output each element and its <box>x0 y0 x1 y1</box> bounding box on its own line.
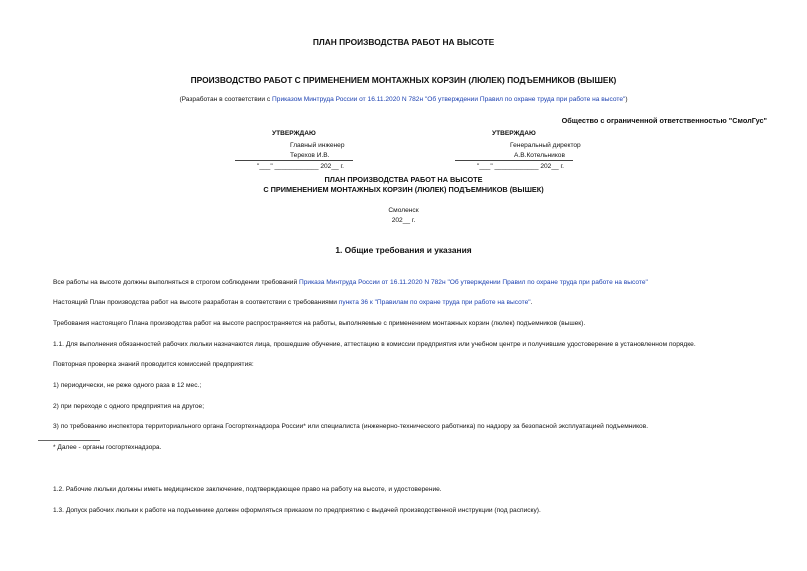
footnote: * Далее - органы госгортехнадзора. <box>53 444 162 451</box>
document-title: ПЛАН ПРОИЗВОДСТВА РАБОТ НА ВЫСОТЕ <box>312 37 495 47</box>
paragraph-1 <box>53 279 648 286</box>
year: 202__ г. <box>391 217 416 224</box>
document-subtitle: ПРОИЗВОДСТВО РАБОТ С ПРИМЕНЕНИЕМ МОНТАЖНЫХ КОРЗИН (ЛЮЛЕК) ПОДЪЕМНИКОВ (ВЫШЕК) <box>190 75 617 85</box>
paragraph-2 <box>53 299 532 306</box>
paragraph-2-text: Настоящий План производства работ на высоте разработан в соответствии с требованиями <box>53 299 339 306</box>
basis-suffix: ) <box>625 96 628 103</box>
paragraph-1-2: 1.2. Рабочие люльки должны иметь медицинское заключение, подтверждающее право на работу на высоте, и удостоверение. <box>53 486 442 493</box>
approval-left-position: Главный инженер <box>290 142 345 149</box>
paragraph-2-suffix: . <box>530 299 533 306</box>
basis-line <box>0 96 807 103</box>
basis-prefix: (Разработан в соответствии с <box>179 96 273 103</box>
list-item-3: 3) по требованию инспектора территориального органа Госгортехнадзора России* или специалиста (инженерно-технического работника) по надзору за безопасной эксплуатацией подъемников. <box>53 423 649 430</box>
list-item-2: 2) при переходе с одного предприятия на другое; <box>53 403 205 410</box>
approval-right-name: А.В.Котельников <box>514 152 565 159</box>
approval-right-date: "___" ____________ 202__ г. <box>477 163 564 170</box>
approval-left-heading: УТВЕРЖДАЮ <box>272 130 316 137</box>
approval-right-heading: УТВЕРЖДАЮ <box>492 130 536 137</box>
paragraph-1-link[interactable]: Приказа Минтруда России от 16.11.2020 N 782н "Об утверждении Правил по охране труда при работе на высоте" <box>299 279 648 286</box>
approval-left-date: "___" ____________ 202__ г. <box>257 163 344 170</box>
approval-right-signature-line <box>455 160 573 161</box>
paragraph-3: Требования настоящего Плана производства работ на высоте распространяется на работы, выполняемые с применением монтажных корзин (люлек) подъемников (вышек). <box>53 320 586 327</box>
section-1-title: 1. Общие требования и указания <box>335 245 472 255</box>
city: Смоленск <box>388 207 419 214</box>
organization-name: Общество с ограниченной ответственностью "СмолГус" <box>561 116 767 125</box>
plan-title-line2: С ПРИМЕНЕНИЕМ МОНТАЖНЫХ КОРЗИН (ЛЮЛЕК) ПОДЪЕМНИКОВ (ВЫШЕК) <box>263 185 544 194</box>
approval-right-position: Генеральный директор <box>510 142 581 149</box>
list-item-1: 1) периодически, не реже одного раза в 12 мес.; <box>53 382 202 389</box>
paragraph-1-text: Все работы на высоте должны выполняться в строгом соблюдении требований <box>53 279 299 286</box>
footnote-separator <box>38 440 100 441</box>
paragraph-recheck: Повторная проверка знаний проводится комиссией предприятия: <box>53 361 254 368</box>
paragraph-1-1: 1.1. Для выполнения обязанностей рабочих люльки назначаются лица, прошедшие обучение, аттестацию в комиссии предприятия или учебном центре и получившие удостоверение в установленном порядке. <box>53 341 696 348</box>
plan-title-line1: ПЛАН ПРОИЗВОДСТВА РАБОТ НА ВЫСОТЕ <box>324 175 483 184</box>
basis-link[interactable]: Приказом Минтруда России от 16.11.2020 N 782н "Об утверждении Правил по охране труда при работе на высоте" <box>272 96 626 103</box>
paragraph-1-3: 1.3. Допуск рабочих люльки к работе на подъемнике должен оформляться приказом по предприятию с выдачей производственной инструкции (под расписку). <box>53 507 541 514</box>
paragraph-2-link[interactable]: пункта 36 к "Правилам по охране труда при работе на высоте" <box>338 299 531 306</box>
approval-left-signature-line <box>235 160 353 161</box>
approval-left-name: Терехов И.В. <box>290 152 330 159</box>
